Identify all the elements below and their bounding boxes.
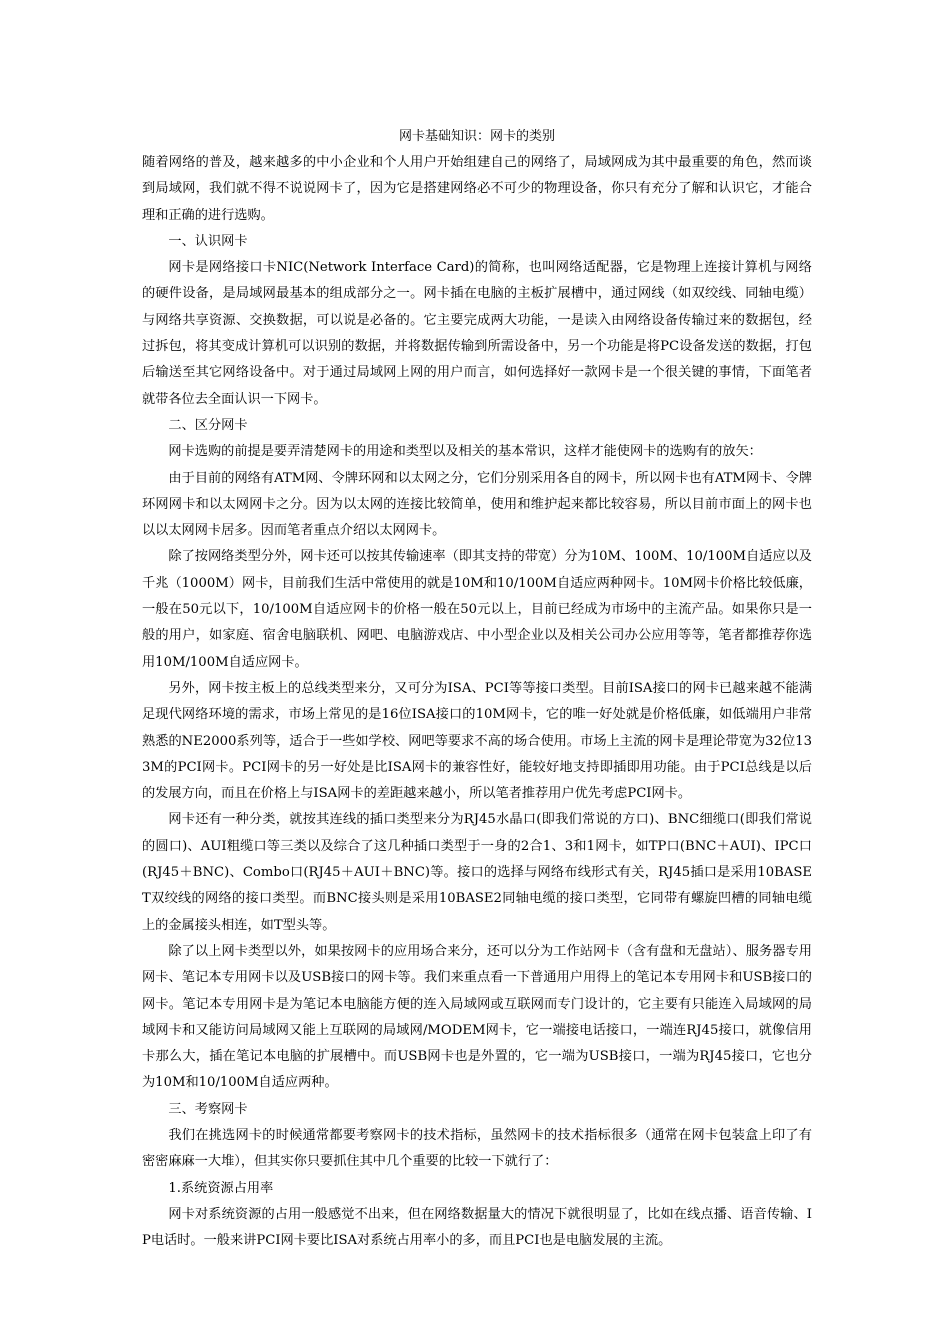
paragraph: 随着网络的普及，越来越多的中小企业和个人用户开始组建自己的网络了，局域网成为其中最重要的角色，然而谈到局域网，我们就不得不说说网卡了，因为它是搭建网络必不可少的物理设备，你只有充分了解和认识它，才能合理和正确的进行选购。 [142,155,812,223]
paragraph: 二、区分网卡 [168,417,248,433]
paragraph: 网卡选购的前提是要弄清楚网卡的用途和类型以及相关的基本常识，这样才能使网卡的选购有的放矢： [168,444,762,460]
paragraph: 1.系统资源占用率 [168,1180,274,1196]
document-page [142,124,812,1254]
document-title: 网卡基础知识：网卡的类别 [398,129,555,144]
paragraph: 网卡还有一种分类，就按其连线的插口类型来分为RJ45水晶口(即我们常说的方口)、BNC细缆口(即我们常说的圆口)、AUI粗缆口等三类以及综合了这几种插口类型于一身的2合1、3和1网卡，如TP口(BNC＋AUI)、IPC口(RJ45＋BNC)、Combo口(RJ45＋AUI＋BNC)等。接口的选择与网络布线形式有关，RJ45插口是采用10BASET双绞线的网络的接口类型。而BNC接头则是采用10BASE2同轴电缆的接口类型，它同带有螺旋凹槽的同轴电缆上的金属接头相连，如T型头等。 [142,812,812,933]
paragraph: 另外，网卡按主板上的总线类型来分，又可分为ISA、PCI等等接口类型。目前ISA接口的网卡已越来越不能满足现代网络环境的需求，市场上常见的是16位ISA接口的10M网卡，它的唯一好处就是价格低廉，如低端用户非常熟悉的NE2000系列等，适合于一些如学校、网吧等要求不高的场合使用。市场上主流的网卡是理论带宽为32位133M的PCI网卡。PCI网卡的另一好处是比ISA网卡的兼容性好，能较好地支持即插即用功能。由于PCI总线是以后的发展方向，而且在价格上与ISA网卡的差距越来越小，所以笔者推荐用户优先考虑PCI网卡。 [142,680,812,802]
paragraph: 由于目前的网络有ATM网、令牌环网和以太网之分，它们分别采用各自的网卡，所以网卡也有ATM网卡、令牌环网网卡和以太网网卡之分。因为以太网的连接比较简单，使用和维护起来都比较容易，所以目前市面上的网卡也以以太网网卡居多。因而笔者重点介绍以太网网卡。 [142,470,812,539]
paragraph: 一、认识网卡 [168,233,248,249]
paragraph: 网卡对系统资源的占用一般感觉不出来，但在网络数据量大的情况下就很明显了，比如在线点播、语音传输、IP电话时。一般来讲PCI网卡要比ISA对系统占用率小的多，而且PCI也是电脑发展的主流。 [142,1206,812,1249]
document-body [142,150,812,1254]
paragraph: 我们在挑选网卡的时候通常都要考察网卡的技术指标，虽然网卡的技术指标很多（通常在网卡包装盒上印了有密密麻麻一大堆），但其实你只要抓住其中几个重要的比较一下就行了： [142,1127,812,1170]
paragraph: 三、考察网卡 [168,1101,248,1117]
paragraph: 除了按网络类型分外，网卡还可以按其传输速率（即其支持的带宽）分为10M、100M、10/100M自适应以及千兆（1000M）网卡，目前我们生活中常使用的就是10M和10/100M自适应两种网卡。10M网卡价格比较低廉，一般在50元以下，10/100M自适应网卡的价格一般在50元以上，目前已经成为市场中的主流产品。如果你只是一般的用户，如家庭、宿舍电脑联机、网吧、电脑游戏店、中小型企业以及相关公司办公应用等等，笔者都推荐你选用10M/100M自适应网卡。 [142,549,812,670]
paragraph: 网卡是网络接口卡NIC(Network Interface Card)的简称，也叫网络适配器，它是物理上连接计算机与网络的硬件设备，是局域网最基本的组成部分之一。网卡插在电脑的主板扩展槽中，通过网线（如双绞线、同轴电缆）与网络共享资源、交换数据，可以说是必备的。它主要完成两大功能，一是读入由网络设备传输过来的数据包，经过拆包，将其变成计算机可以识别的数据，并将数据传输到所需设备中，另一个功能是将PC设备发送的数据，打包后输送至其它网络设备中。对于通过局域网上网的用户而言，如何选择好一款网卡是一个很关键的事情，下面笔者就带各位去全面认识一下网卡。 [142,260,812,407]
paragraph: 除了以上网卡类型以外，如果按网卡的应用场合来分，还可以分为工作站网卡（含有盘和无盘站）、服务器专用网卡、笔记本专用网卡以及USB接口的网卡等。我们来重点看一下普通用户用得上的笔记本专用网卡和USB接口的网卡。笔记本专用网卡是为笔记本电脑能方便的连入局域网或互联网而专门设计的，它主要有只能连入局域网的局域网卡和又能访问局域网又能上互联网的局域网/MODEM网卡，它一端接电话接口，一端连RJ45接口，就像信用卡那么大，插在笔记本电脑的扩展槽中。而USB网卡也是外置的，它一端为USB接口，一端为RJ45接口，它也分为10M和10/100M自适应两种。 [142,943,812,1091]
